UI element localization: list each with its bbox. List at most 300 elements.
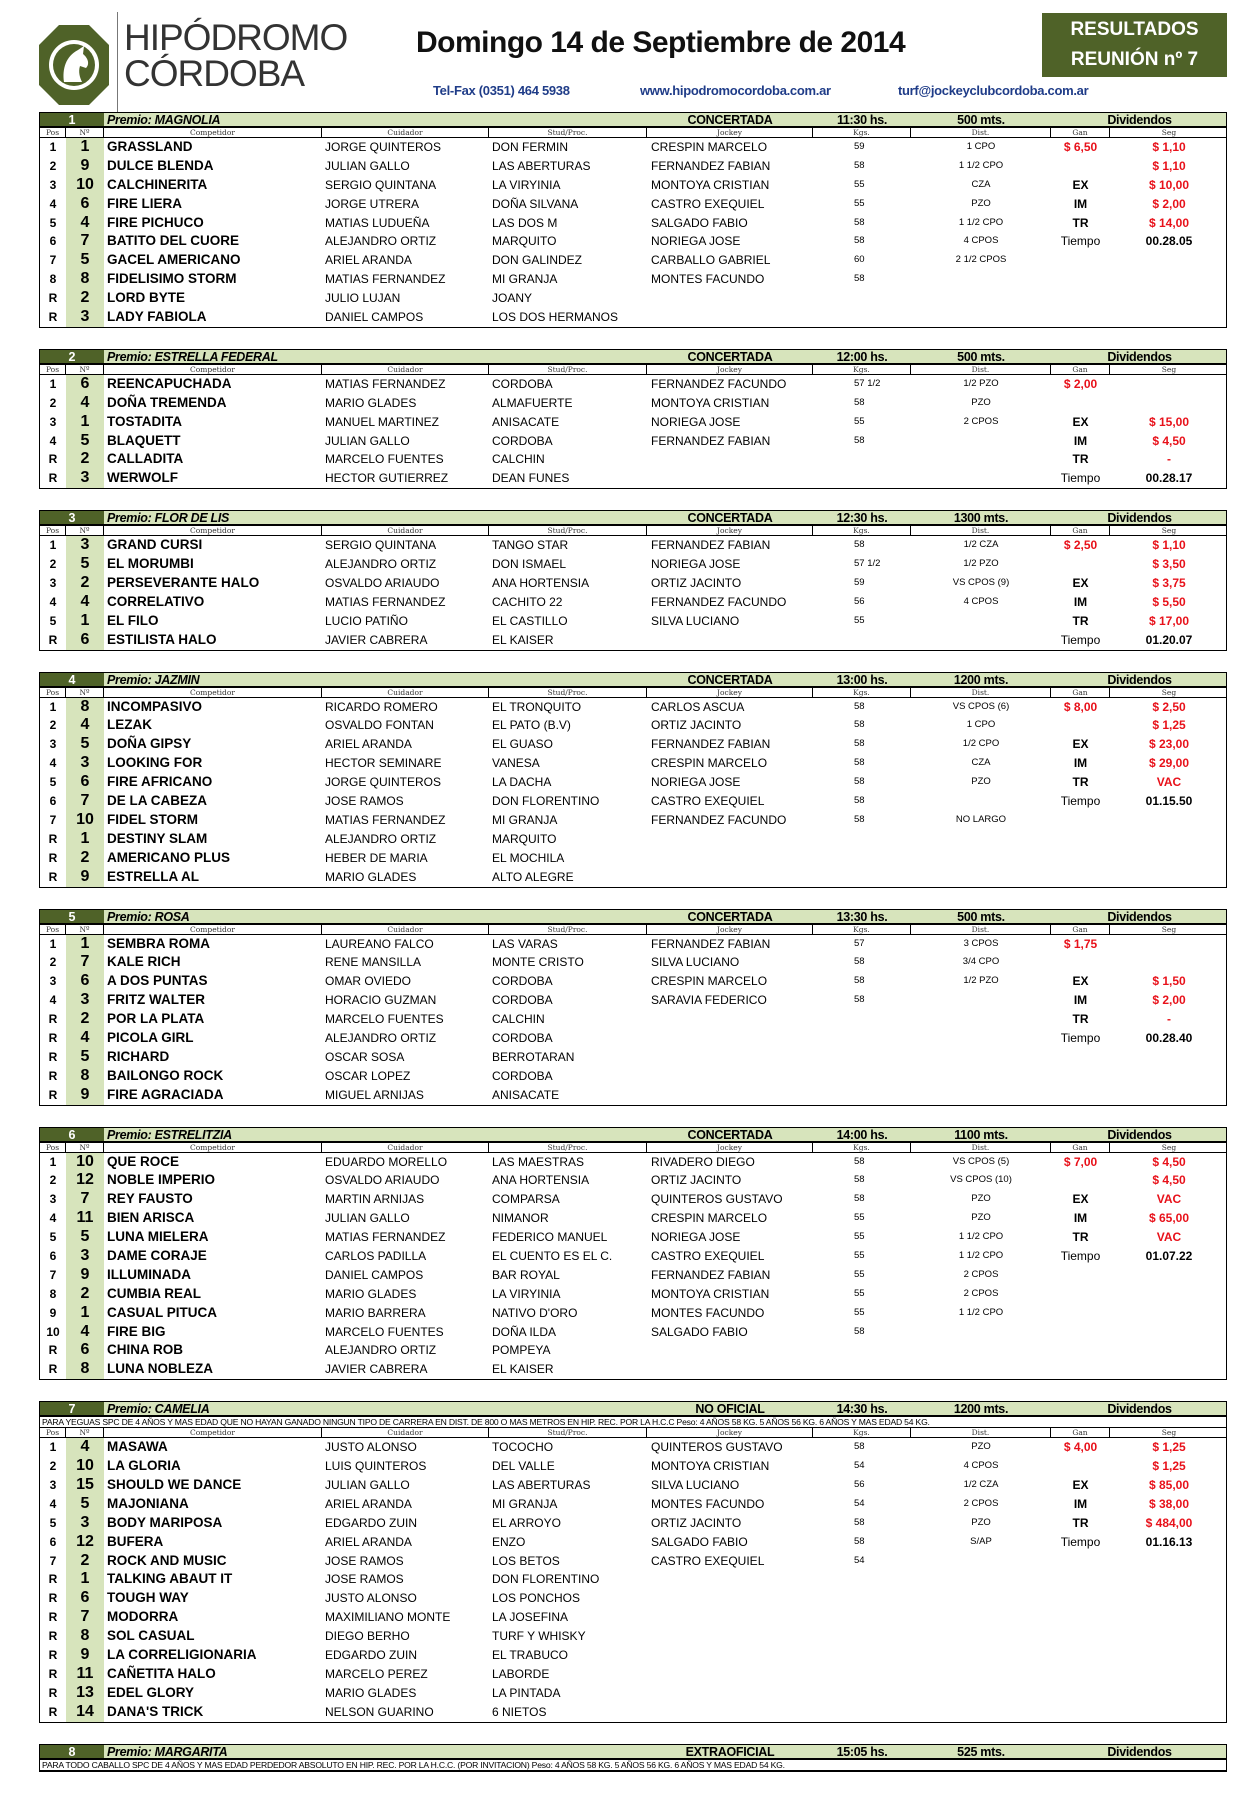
number-cell: 9 [66,157,104,176]
pos-cell: 2 [49,158,57,173]
pos-cell: 2 [49,1173,57,1188]
competitor-cell: QUE ROCE [107,1153,180,1169]
distance-margin-cell: VS CPOS (10) [950,1174,1012,1186]
column-header-weight: Kgs. [813,128,911,137]
number-cell: 3 [66,308,104,327]
distance-margin-cell: 1 1/2 CPO [958,216,1004,228]
distance-margin-cell: CZA [971,178,991,190]
distance-margin-cell: PZO [971,1516,991,1528]
race-number: 7 [40,1402,104,1415]
competitor-cell: PERSEVERANTE HALO [107,575,260,591]
jockey-cell: MONTOYA CRISTIAN [651,395,770,410]
jockey-cell [647,830,813,849]
pos-cell: R [48,1087,58,1102]
column-header-dividend-win: Gan [1051,1428,1110,1437]
jockey-cell: FERNANDEZ FABIAN [651,538,771,553]
number-cell: 5 [66,251,104,270]
column-header-number: Nº [66,526,104,535]
pos-cell: 7 [49,812,57,827]
distance-margin-cell [911,868,1051,887]
dividend-place-cell: 01.20.07 [1145,632,1193,647]
pos-cell: R [48,1648,58,1662]
stud-cell: ANA HORTENSIA [492,576,590,591]
trainer-cell: OSVALDO ARIAUDO [325,576,440,591]
competitor-cell: MAJONIANA [107,1495,189,1511]
trainer-cell: DANIEL CAMPOS [325,1267,424,1282]
pos-cell: R [48,1610,58,1625]
stud-cell: POMPEYA [492,1343,551,1358]
distance-margin-cell [911,1570,1051,1589]
weight-cell [813,849,911,868]
stud-cell: ALTO ALEGRE [492,869,574,884]
trainer-cell: LAUREANO FALCO [325,936,434,951]
column-header-number: Nº [66,1428,104,1437]
trainer-cell: ARIEL ARANDA [325,1534,412,1549]
table-row [40,1029,1226,1048]
page-title: Domingo 14 de Septiembre de 2014 [416,26,906,59]
number-cell: 1 [66,1304,104,1323]
number-cell: 10 [66,176,104,195]
distance-margin-cell [911,1646,1051,1665]
column-header-jockey: Jockey [647,526,813,535]
dividend-win-cell [1051,1067,1110,1086]
jockey-cell [647,1341,813,1360]
trainer-cell: JUSTO ALONSO [325,1440,417,1455]
competitor-cell: GACEL AMERICANO [107,252,241,268]
stud-cell: LA PINTADA [492,1685,561,1700]
jockey-cell: NORIEGA JOSE [651,414,741,429]
dividend-place-cell: 00.28.40 [1145,1030,1193,1045]
dividend-win-cell: TR [1072,1515,1089,1530]
trainer-cell: DIEGO BERHO [325,1629,410,1644]
trainer-cell: DANIEL CAMPOS [325,310,424,325]
dividend-win-cell [1051,308,1110,327]
number-cell: 8 [66,1067,104,1086]
distance-margin-cell [911,270,1051,289]
jockey-cell [647,1086,813,1105]
distance-margin-cell: 2 CPOS [963,1497,999,1509]
race-time: 12:30 hs. [836,511,888,525]
table-row [40,849,1226,868]
number-cell: 13 [66,1684,104,1703]
jockey-cell [647,1646,813,1665]
race-block [39,1401,1227,1722]
number-cell: 7 [66,1190,104,1209]
pos-cell: R [48,1362,58,1377]
weight-cell: 54 [854,1460,865,1472]
pos-cell: 1 [49,1154,57,1169]
column-header-competitor: Competidor [104,1428,322,1437]
competitor-cell: FIRE AFRICANO [107,774,213,790]
brand-name [124,17,348,94]
number-cell: 2 [66,1010,104,1029]
race-type: CONCERTADA [687,511,773,525]
column-header-dividend-place: Seg [1161,128,1177,137]
stud-cell: LA VIRYINIA [492,1286,561,1301]
table-row [40,450,1226,469]
distance-margin-cell [911,1665,1051,1684]
race-distance: 525 mts. [957,1744,1005,1758]
number-cell: 4 [66,593,104,612]
trainer-cell: ALEJANDRO ORTIZ [325,234,437,249]
trainer-cell: OSCAR LOPEZ [325,1068,411,1083]
pos-cell: R [48,869,58,884]
jockey-cell [647,1029,813,1048]
competitor-cell: CHINA ROB [107,1342,183,1358]
competitor-cell: SEMBRA ROMA [107,935,210,951]
trainer-cell: ALEJANDRO ORTIZ [325,831,437,846]
dividends-label: Dividendos [1107,113,1172,126]
table-row [40,1304,1226,1323]
dividends-label: Dividendos [1107,909,1172,923]
number-cell: 9 [66,1266,104,1285]
jockey-cell: CASTRO EXEQUIEL [651,794,765,809]
jockey-cell [647,1360,813,1379]
jockey-cell: CARLOS ASCUA [651,699,745,714]
dividend-win-cell: EX [1072,177,1089,192]
race-conditions: PARA TODO CABALLO SPC DE 4 AÑOS Y MAS EDAD PERDEDOR ABSOLUTO EN HIP. REC. POR LA H.C.C. (POR INVITACION) Peso: 4 AÑOS 58 KG. 5 AÑOS 56 KG. 6 AÑOS Y MAS EDAD 54 KG. [40,1760,1226,1771]
weight-cell [813,1570,911,1589]
competitor-cell: LEZAK [107,717,152,733]
number-cell: 11 [66,1209,104,1228]
race-type: CONCERTADA [687,349,773,363]
number-cell: 3 [66,469,104,488]
distance-margin-cell [911,792,1051,811]
weight-cell: 56 [854,595,865,607]
table-row [40,1247,1226,1266]
competitor-cell: FIDELISIMO STORM [107,271,237,287]
dividend-win-cell: Tiempo [1060,1030,1101,1045]
jockey-cell: FERNANDEZ FABIAN [651,737,771,752]
number-cell: 1 [66,830,104,849]
table-row [40,1684,1226,1703]
trainer-cell: NELSON GUARINO [325,1704,434,1719]
jockey-cell: SALGADO FABIO [651,215,748,230]
column-header-jockey: Jockey [647,1428,813,1437]
race-type: CONCERTADA [687,1127,773,1141]
dividend-place-cell: $ 1,50 [1152,974,1186,989]
distance-margin-cell: 4 CPOS [963,1460,999,1472]
trainer-cell: MARCELO PEREZ [325,1666,428,1681]
weight-cell [813,1010,911,1029]
column-header-competitor: Competidor [104,1143,322,1152]
dividend-win-cell: Tiempo [1060,471,1101,486]
dividend-win-cell: TR [1072,452,1089,467]
competitor-cell: LA CORRELIGIONARIA [107,1647,257,1662]
competitor-cell: NOBLE IMPERIO [107,1172,216,1188]
distance-margin-cell [911,849,1051,868]
competitor-cell: FIDEL STORM [107,811,199,827]
number-cell: 4 [66,1438,104,1457]
table-row [40,792,1226,811]
trainer-cell: JORGE UTRERA [325,196,420,211]
column-headers [40,1428,1226,1438]
dividend-place-cell [1110,394,1228,413]
table-row [40,1360,1226,1379]
competitor-cell: ILLUMINADA [107,1266,191,1282]
dividend-win-cell: TR [1072,613,1089,628]
stud-cell: CORDOBA [492,1030,553,1045]
table-row [40,432,1226,451]
number-cell: 5 [66,1048,104,1067]
race-time: 11:30 hs. [836,113,888,126]
dividend-win-cell: IM [1073,594,1088,609]
column-header-trainer: Cuidador [322,365,489,374]
dividend-win-cell: IM [1073,756,1088,771]
distance-margin-cell: 3 CPOS [963,937,999,949]
weight-cell [813,1341,911,1360]
pos-cell: 4 [49,433,57,448]
number-cell: 12 [66,1533,104,1552]
pos-cell: R [48,1704,58,1719]
distance-margin-cell [911,612,1051,631]
dividend-win-cell [1051,1266,1110,1285]
competitor-cell: FIRE PICHUCO [107,214,204,230]
table-row [40,289,1226,308]
competitor-cell: LA GLORIA [107,1458,181,1474]
column-header-stud: Stud/Proc. [489,925,647,934]
distance-margin-cell: 2 1/2 CPOS [955,254,1007,266]
weight-cell [813,1360,911,1379]
stud-cell: DON FERMIN [492,140,568,154]
column-header-pos: Pos [40,688,66,697]
dividend-place-cell: $ 1,10 [1152,140,1186,154]
jockey-cell: CRESPIN MARCELO [651,974,768,989]
distance-margin-cell: 2 CPOS [963,415,999,427]
stud-cell: DEAN FUNES [492,471,570,486]
jockey-cell: FERNANDEZ FABIAN [651,1267,771,1282]
column-header-distance-margin: Dist. [911,925,1051,934]
dividend-place-cell [1110,1627,1228,1646]
number-cell: 2 [66,289,104,308]
trainer-cell: EDGARDO ZUIN [325,1515,418,1530]
race-type: EXTRAOFICIAL [685,1744,775,1758]
dividend-place-cell [1110,1646,1228,1665]
number-cell: 6 [66,375,104,394]
number-cell: 1 [66,1570,104,1589]
dividend-place-cell: $ 29,00 [1148,756,1190,771]
dividend-win-cell: $ 7,00 [1063,1154,1098,1169]
dividend-win-cell [1051,157,1110,176]
header-divider [117,12,118,112]
trainer-cell: MATIAS FERNANDEZ [325,376,446,391]
number-cell: 6 [66,1341,104,1360]
weight-cell: 58 [854,1193,865,1205]
race-distance: 500 mts. [957,349,1005,363]
stud-cell: MONTE CRISTO [492,955,584,970]
dividend-win-cell: IM [1073,433,1088,448]
dividend-place-cell [1110,375,1228,394]
distance-margin-cell: PZO [971,396,991,408]
weight-cell [813,1627,911,1646]
jockey-cell: MONTOYA CRISTIAN [651,1286,770,1301]
jockey-cell: SILVA LUCIANO [651,613,740,628]
weight-cell: 58 [854,994,865,1006]
dividend-place-cell [1110,1703,1228,1722]
meeting-label: REUNIÓN nº 7 [1070,49,1199,70]
column-header-dividend-place: Seg [1161,526,1177,536]
distance-margin-cell [911,1360,1051,1379]
jockey-cell [647,450,813,469]
trainer-cell: MAXIMILIANO MONTE [325,1610,451,1625]
trainer-cell: JAVIER CABRERA [325,1362,428,1377]
race-distance: 500 mts. [957,909,1005,923]
jockey-cell: MONTOYA CRISTIAN [651,1459,770,1474]
dividend-place-cell: $ 1,10 [1152,158,1186,173]
distance-margin-cell: 1/2 CPO [962,738,1000,750]
table-row [40,1627,1226,1646]
jockey-cell: NORIEGA JOSE [651,1230,741,1245]
jockey-cell [647,308,813,327]
weight-cell: 58 [854,539,865,551]
stud-cell: LAS DOS M [492,215,558,230]
pos-cell: R [48,1591,58,1606]
pos-cell: 3 [49,1192,57,1207]
competitor-cell: CAÑETITA HALO [107,1665,216,1681]
dividend-win-cell: IM [1073,993,1088,1008]
dividend-place-cell: - [1167,452,1171,467]
stud-cell: ANISACATE [492,414,560,429]
distance-margin-cell: 1/2 CZA [963,1478,999,1490]
trainer-cell: HEBER DE MARIA [325,850,428,865]
stud-cell: LAS ABERTURAS [492,158,591,173]
table-row [40,195,1226,214]
race-time: 12:00 hs. [836,349,888,363]
distance-margin-cell [911,469,1051,488]
number-cell: 5 [66,555,104,574]
pos-cell: 2 [49,395,57,410]
pos-cell: 6 [49,794,57,809]
email-link[interactable]: turf@jockeyclubcordoba.com.ar [898,83,1089,98]
competitor-cell: BODY MARIPOSA [107,1514,223,1530]
dividend-win-cell [1051,1457,1110,1476]
column-header-weight: Kgs. [813,688,911,697]
table-row [40,773,1226,792]
jockey-cell: MONTES FACUNDO [651,1496,765,1511]
stud-cell: DON GALINDEZ [492,253,583,268]
stud-cell: MI GRANJA [492,812,558,827]
number-cell: 12 [66,1171,104,1190]
trainer-cell: MATIAS FERNANDEZ [325,272,446,287]
table-row [40,593,1226,612]
dividend-win-cell [1051,1048,1110,1067]
stud-cell: ENZO [492,1534,526,1549]
trainer-cell: MATIAS LUDUEÑA [325,215,430,230]
number-cell: 9 [66,1086,104,1105]
dividend-place-cell: $ 65,00 [1148,1211,1190,1226]
competitor-cell: GRAND CURSI [107,537,203,553]
column-header-pos: Pos [40,1143,66,1152]
distance-margin-cell: 1 CPO [966,719,996,731]
dividend-win-cell [1051,1360,1110,1379]
column-header-stud: Stud/Proc. [489,128,647,137]
number-cell: 7 [66,232,104,251]
column-header-dividend-place: Seg [1161,687,1177,697]
dividend-win-cell [1051,1323,1110,1342]
website-link[interactable]: www.hipodromocordoba.com.ar [640,83,831,98]
distance-margin-cell [911,1552,1051,1571]
jockey-cell [647,868,813,887]
column-header-trainer: Cuidador [322,688,489,697]
pos-cell: 4 [49,993,57,1008]
race-type: NO OFICIAL [695,1402,765,1416]
dividend-place-cell [1110,1285,1228,1304]
dividend-win-cell [1051,1646,1110,1665]
number-cell: 6 [66,1589,104,1608]
dividend-win-cell: $ 1,75 [1063,936,1098,951]
race-number: 2 [40,350,104,363]
weight-cell [813,289,911,308]
pos-cell: 5 [49,1515,57,1530]
trainer-cell: EDUARDO MORELLO [325,1154,448,1169]
weight-cell: 54 [854,1554,865,1566]
jockey-cell [647,1048,813,1067]
column-header-distance-margin: Dist. [911,526,1051,535]
stud-cell: DON ISMAEL [492,557,567,572]
jockey-cell: MONTOYA CRISTIAN [651,177,770,192]
dividend-place-cell: $ 2,00 [1152,993,1186,1008]
dividend-place-cell [1110,1067,1228,1086]
dividend-win-cell: TR [1072,215,1089,230]
trainer-cell: RENE MANSILLA [325,955,422,970]
race-prize: Premio: ESTRELITZIA [107,1127,232,1141]
competitor-cell: CALCHINERITA [107,176,208,192]
table-row [40,953,1226,972]
distance-margin-cell: PZO [971,1193,991,1205]
dividends-label: Dividendos [1107,1744,1172,1758]
distance-margin-cell: 2 CPOS [963,1287,999,1299]
jockey-cell: CRESPIN MARCELO [651,1211,768,1226]
stud-cell: MARQUITO [492,831,557,846]
stud-cell: CORDOBA [492,1068,553,1083]
competitor-cell: CASUAL PITUCA [107,1304,218,1320]
dividend-win-cell: EX [1072,576,1089,591]
number-cell: 2 [66,574,104,593]
competitor-cell: CUMBIA REAL [107,1285,201,1301]
stud-cell: DEL VALLE [492,1459,555,1474]
trainer-cell: JORGE QUINTEROS [325,140,442,154]
dividend-place-cell [1110,830,1228,849]
race-header [40,910,1226,925]
stud-cell: LA VIRYINIA [492,177,561,192]
trainer-cell: CARLOS PADILLA [325,1248,427,1263]
dividend-place-cell: 01.15.50 [1145,794,1193,809]
table-row [40,698,1226,717]
jockey-cell: FERNANDEZ FACUNDO [651,376,787,391]
pos-cell: R [48,831,58,846]
table-row [40,991,1226,1010]
pos-cell: 7 [49,253,57,268]
dividend-win-cell [1051,1703,1110,1722]
number-cell: 2 [66,450,104,469]
jockey-cell: ORTIZ JACINTO [651,1173,742,1188]
column-header-pos: Pos [40,925,66,934]
number-cell: 7 [66,1608,104,1627]
dividend-place-cell [1110,251,1228,270]
number-cell: 11 [66,1665,104,1684]
race-block [39,510,1227,650]
table-row [40,716,1226,735]
trainer-cell: MATIAS FERNANDEZ [325,594,446,609]
distance-margin-cell [911,1048,1051,1067]
table-row [40,1608,1226,1627]
competitor-cell: EL FILO [107,612,159,628]
number-cell: 6 [66,773,104,792]
distance-margin-cell [911,308,1051,327]
table-row [40,1153,1226,1172]
dividend-place-cell [1110,308,1228,327]
dividend-place-cell [1110,1341,1228,1360]
